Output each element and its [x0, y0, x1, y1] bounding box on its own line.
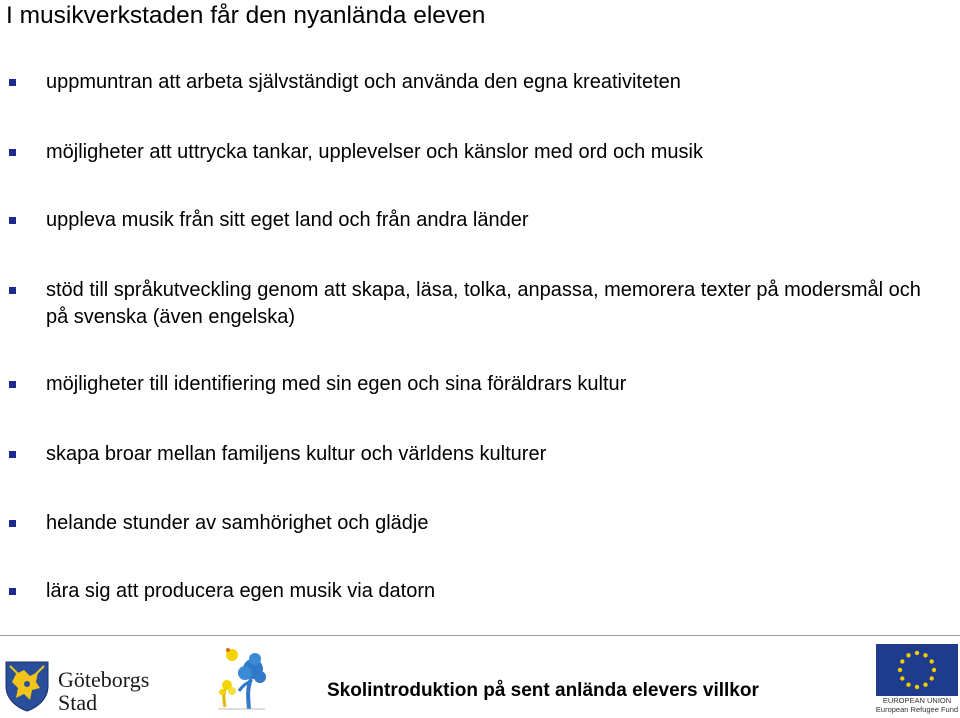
eu-logo	[874, 644, 960, 715]
bullet-marker-icon	[9, 520, 16, 527]
city-logo-line1: Göteborgs	[58, 667, 150, 692]
city-logo-line2: Stad	[58, 690, 98, 715]
city-crest-icon	[2, 658, 52, 712]
bullet-text: helande stunder av samhörighet och glädje	[46, 512, 429, 534]
bullet-marker-icon	[9, 451, 16, 458]
bullet-marker-icon	[9, 149, 16, 156]
footer-title: Skolintroduktion på sent anlända elevers villkor	[327, 680, 759, 701]
bullet-text: skapa broar mellan familjens kultur och världens kulturer	[46, 443, 547, 465]
bullet-text: uppmuntran att arbeta självständigt och använda den egna kreativiteten	[46, 71, 681, 93]
bullet-text: stöd till språkutveckling genom att skapa, läsa, tolka, anpassa, memorera texter på modersmål och på svenska (även engelska)	[46, 279, 921, 328]
tree-icon	[215, 645, 270, 713]
slide-title: I musikverkstaden får den nyanlända eleven	[6, 2, 486, 29]
bullet-marker-icon	[9, 287, 16, 294]
bullet-marker-icon	[9, 588, 16, 595]
goteborgs-stad-logo	[2, 653, 162, 715]
bullet-marker-icon	[9, 381, 16, 388]
tree-logo	[215, 645, 270, 713]
bullet-text: möjligheter att uttrycka tankar, upplevelser och känslor med ord och musik	[46, 141, 703, 163]
bullet-marker-icon	[9, 217, 16, 224]
bullet-text: lära sig att producera egen musik via datorn	[46, 580, 436, 602]
bullet-text: möjligheter till identifiering med sin egen och sina föräldrars kultur	[46, 373, 627, 395]
eu-logo-line2: European Refugee Fund	[875, 705, 959, 714]
bullet-text: uppleva musik från sitt eget land och från andra länder	[46, 209, 529, 231]
bullet-marker-icon	[9, 79, 16, 86]
footer-divider	[0, 635, 960, 636]
eu-logo-line1: EUROPEAN UNION	[882, 696, 952, 705]
eu-flag-icon	[876, 644, 958, 696]
